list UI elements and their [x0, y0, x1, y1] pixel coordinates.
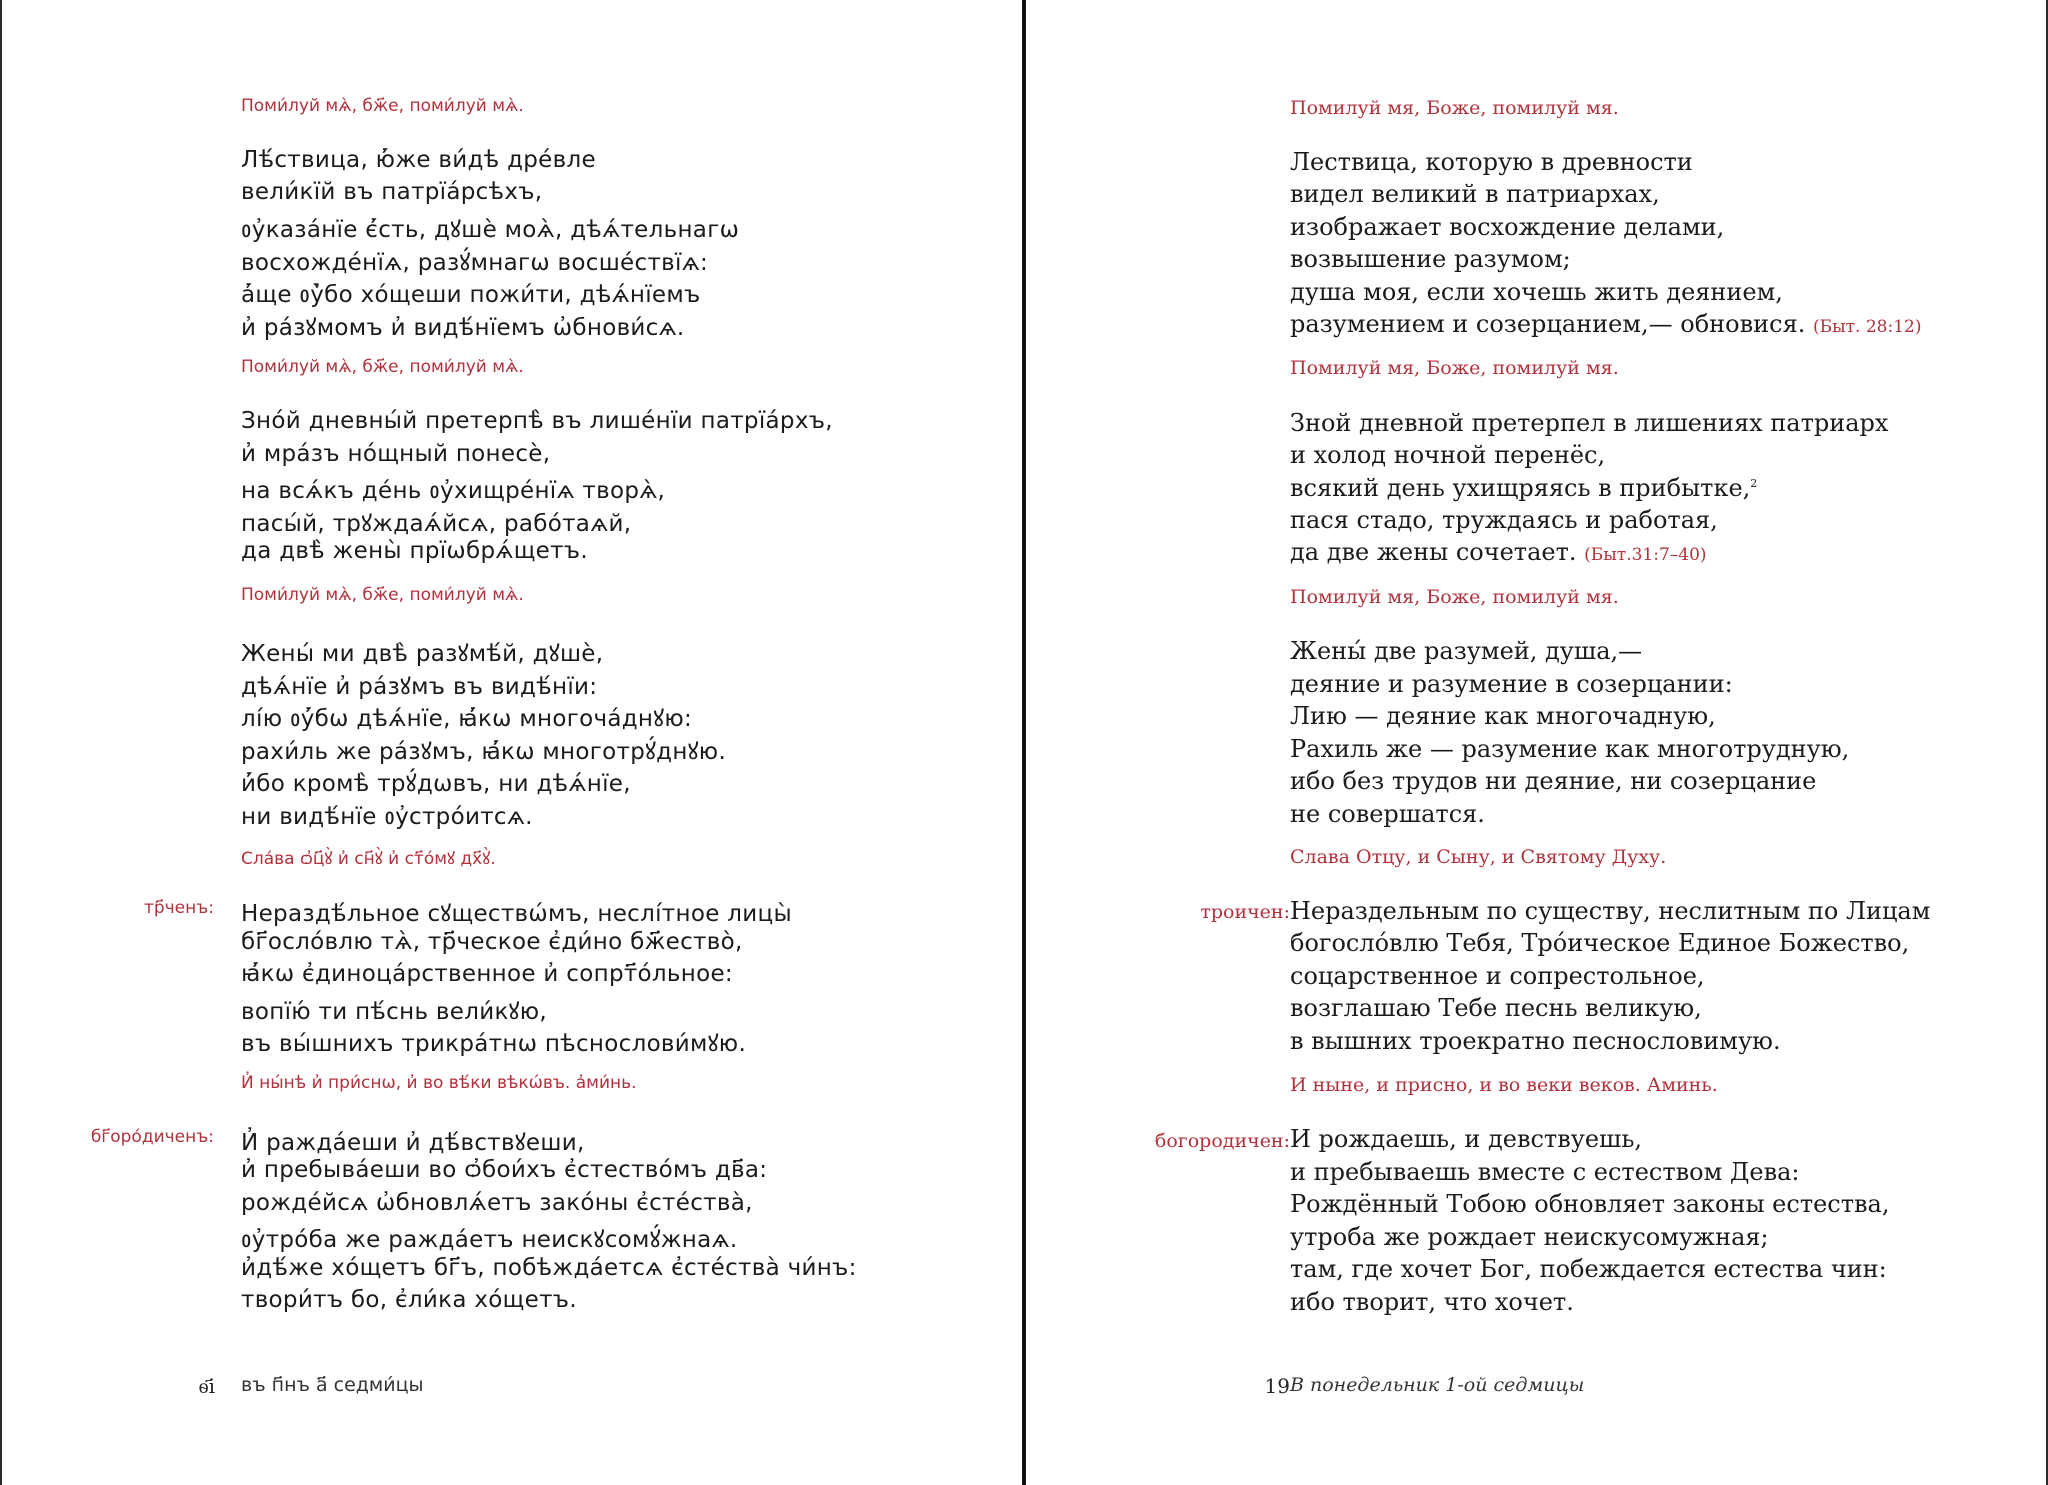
verse-line: Жены́ две разумей, душа,— — [1290, 637, 1643, 665]
verse-line: И рождаешь, и девствуешь, — [1290, 1125, 1643, 1153]
verse-line: восхожде́нїѧ, разꙋ́мнагѡ восше́ствїѧ: — [241, 250, 709, 276]
verse-line: Рахиль же — разумение как многотрудную, — [1290, 735, 1850, 763]
verse-line: Зно́й дневны́й претерпѣ̀ въ лише́нїи патрїа́рхъ, — [241, 408, 833, 434]
verse-line: изображает восхождение делами, — [1290, 213, 1725, 241]
right-page-russian — [1026, 0, 2048, 1485]
verse-line: Лѣ́ствица, ю҆́же ви́дѣ дре́вле — [241, 147, 596, 173]
verse-line: Нераздельным по существу, неслитным по Лицам — [1290, 897, 1931, 925]
verse-line: не совершатся. — [1290, 800, 1485, 828]
verse-line: утроба же рождает неискусомужная; — [1290, 1223, 1769, 1251]
verse-line: Рождённый Тобою обновляет законы естества, — [1290, 1190, 1890, 1218]
verse-line: и҆ пребыва́еши во ѻ҆бои́хъ є҆стество́мъ дв҃а: — [241, 1157, 768, 1183]
verse-text: да две жены сочетает. — [1290, 538, 1577, 566]
trinity-label: троичен: — [1200, 901, 1290, 923]
verse-line: душа моя, если хочешь жить деянием, — [1290, 278, 1783, 306]
refrain-rubric: Поми́луй мѧ̀, бж҃е, поми́луй мѧ̀. — [241, 585, 524, 605]
verse-line: и пребываешь вместе с естеством Дева: — [1290, 1158, 1800, 1186]
verse-line: и҆ мра́зъ но́щный понесѐ, — [241, 441, 551, 467]
verse-line: а҆́ще ᲂу҆̀бо хо́щеши пожи́ти, дѣѧ́нїемъ — [241, 282, 701, 308]
verse-line: видел великий в патриархах, — [1290, 180, 1660, 208]
verse-line: да двѣ̀ жены̀ прїѡбрѧ́щетъ. — [241, 538, 588, 564]
verse-line: Нераздѣ́льное сꙋществѡ́мъ, неслі́тное лицы̀ — [241, 901, 792, 927]
verse-line-with-reference — [1290, 310, 1921, 338]
verse-line: пася стадо, труждаясь и работая, — [1290, 506, 1718, 534]
verse-line: соцарственное и сопрестольное, — [1290, 962, 1705, 990]
refrain-rubric: Помилуй мя, Боже, помилуй мя. — [1290, 97, 1619, 119]
running-head: въ п҃нъ а҃ седми́цы — [241, 1374, 424, 1396]
verse-line: рахи́ль же ра́зꙋмъ, ꙗ҆́кѡ многотрꙋ́днꙋю. — [241, 739, 727, 765]
verse-line: Лествица, которую в древности — [1290, 148, 1693, 176]
verse-line: Лию — деяние как многочадную, — [1290, 702, 1716, 730]
verse-line-with-reference — [1290, 538, 1707, 566]
now-and-ever-rubric: И ныне, и присно, и во веки веков. Аминь. — [1290, 1074, 1718, 1096]
footnote-marker[interactable]: 2 — [1750, 477, 1758, 490]
verse-line: въ вы́шнихъ трикра́тнѡ пѣснослови́мꙋю. — [241, 1031, 747, 1057]
page-number: ѳ҃і — [198, 1374, 215, 1398]
verse-line: богосло́влю Тебя, Тро́ическое Единое Божество, — [1290, 929, 1910, 957]
running-head: В понедельник 1-ой седмицы — [1290, 1374, 1585, 1396]
verse-line: возглашаю Тебе песнь великую, — [1290, 994, 1702, 1022]
now-and-ever-rubric: И҆ ны́нѣ и҆ при́снѡ, и҆ во вѣ́ки вѣкѡ́въ. а҆ми́нь. — [241, 1073, 637, 1093]
refrain-rubric: Поми́луй мѧ̀, бж҃е, поми́луй мѧ̀. — [241, 357, 524, 377]
verse-line: и҆́бо кромѣ̀ трꙋ́дѡвъ, ни дѣѧ́нїе, — [241, 771, 631, 797]
scripture-reference: (Быт.31:7–40) — [1584, 545, 1707, 565]
verse-line: на всѧ́къ де́нь ᲂу҆хищре́нїѧ творѧ̀, — [241, 478, 666, 504]
verse-line: и҆дѣ́же хо́щетъ бг҃ъ, побѣжда́етсѧ є҆сте́ства̀ чи́нъ: — [241, 1255, 857, 1281]
verse-line: деяние и разумение в созерцании: — [1290, 670, 1733, 698]
verse-line: дѣѧ́нїе и҆ ра́зꙋмъ въ видѣ́нїи: — [241, 674, 598, 700]
trinity-label: тр҃ченъ: — [143, 898, 214, 918]
scripture-reference: (Быт. 28:12) — [1812, 317, 1922, 337]
page-edge-left — [0, 0, 2, 1485]
verse-line: ᲂу҆тро́ба же ражда́етъ неискꙋсомꙋ́жнаѧ. — [241, 1227, 738, 1253]
verse-line: ибо творит, что хочет. — [1290, 1288, 1574, 1316]
verse-line: лі́ю ᲂу҆́бѡ дѣѧ́нїе, ꙗ҆́кѡ многоча́днꙋю: — [241, 706, 693, 732]
theotokion-label: бг҃оро́диченъ: — [90, 1127, 214, 1147]
glory-rubric: Слава Отцу, и Сыну, и Святому Духу. — [1290, 846, 1667, 868]
verse-line: ᲂу҆каза́нїе є҆́сть, дꙋшѐ моѧ̀, дѣѧ́тельнагѡ — [241, 217, 740, 243]
verse-line: Жены́ ми двѣ̀ разꙋмѣ́й, дꙋшѐ, — [241, 641, 604, 667]
verse-text: разумением и созерцанием,— обновися. — [1290, 310, 1806, 338]
verse-line-with-footnote — [1290, 474, 1757, 502]
verse-line: ни видѣ́нїе ᲂу҆стро́итсѧ. — [241, 804, 533, 830]
verse-line: ꙗ҆́кѡ є҆диноца́рственное и҆ сопрт҃о́льное: — [241, 961, 733, 987]
left-page-slavonic — [0, 0, 1022, 1485]
verse-text: всякий день ухищряясь в прибытке, — [1290, 474, 1751, 502]
verse-line: и холод ночной перенёс, — [1290, 441, 1606, 469]
verse-line: ибо без трудов ни деяние, ни созерцание — [1290, 767, 1817, 795]
refrain-rubric: Помилуй мя, Боже, помилуй мя. — [1290, 586, 1619, 608]
verse-line: Зной дневной претерпел в лишениях патриарх — [1290, 409, 1889, 437]
verse-line: твори́тъ бо, є҆ли́ка хо́щетъ. — [241, 1287, 577, 1313]
verse-line: бг҃осло́влю тѧ̀, тр҃ческое є҆ди́но бж҃ество̀, — [241, 929, 743, 955]
page-number: 19 — [1264, 1374, 1290, 1398]
refrain-rubric: Поми́луй мѧ̀, бж҃е, поми́луй мѧ̀. — [241, 96, 524, 116]
theotokion-label: богородичен: — [1154, 1130, 1290, 1152]
verse-line: пасы́й, трꙋждаѧ́йсѧ, рабо́таѧй, — [241, 511, 632, 537]
verse-line: возвышение разумом; — [1290, 245, 1571, 273]
verse-line: рожде́йсѧ ѡ҆бновлѧ́етъ зако́ны є҆сте́ства̀, — [241, 1190, 753, 1216]
verse-line: вели́кїй въ патрїа́рсѣхъ, — [241, 179, 543, 205]
verse-line: И҆ ражда́еши и҆ дѣ́вствꙋеши, — [241, 1130, 585, 1156]
glory-rubric: Сла́ва ѻ҆ц҃ꙋ̀ и҆ сн҃ꙋ̀ и҆ ст҃о́мꙋ дх҃ꙋ̀. — [241, 849, 496, 869]
verse-line: и҆ ра́зꙋмомъ и҆ видѣ́нїемъ ѡ҆бнови́сѧ. — [241, 315, 685, 341]
verse-line: в вышних троекратно песнословимую. — [1290, 1027, 1781, 1055]
verse-line: вопїю́ ти пѣ́снь вели́кꙋю, — [241, 999, 548, 1025]
refrain-rubric: Помилуй мя, Боже, помилуй мя. — [1290, 357, 1619, 379]
verse-line: там, где хочет Бог, побеждается естества чин: — [1290, 1255, 1887, 1283]
